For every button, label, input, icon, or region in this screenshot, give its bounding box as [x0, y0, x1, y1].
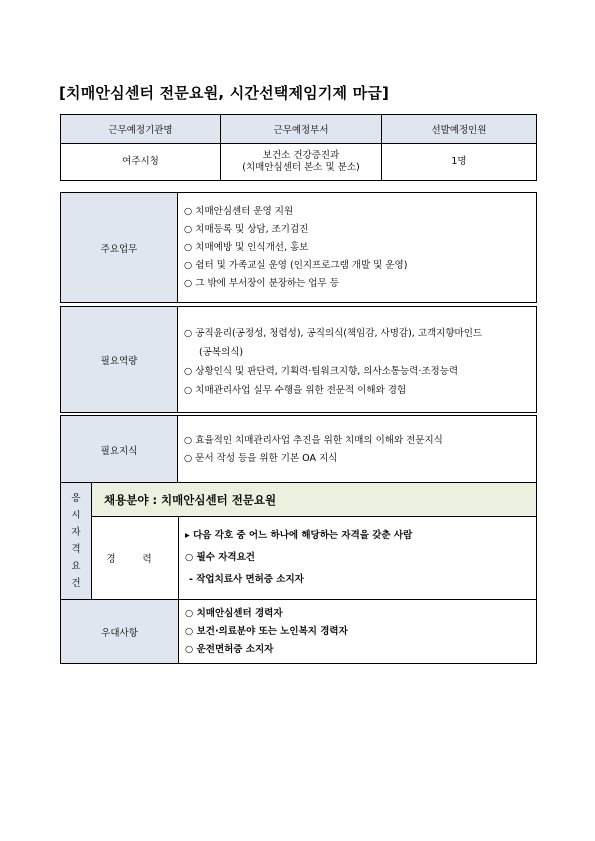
duties-content [178, 193, 537, 303]
side-char: 응 [71, 493, 81, 504]
preference-label: 우대사항 [61, 600, 179, 664]
header-dept: 근무예정부서 [221, 115, 382, 144]
requirements-table [60, 482, 537, 664]
competency-table [60, 306, 537, 413]
knowledge-content [178, 416, 537, 485]
competency-item-continuation: (공복의식) [199, 346, 244, 358]
duty-item: ○ 치매등록 및 상담, 조기검진 [184, 223, 309, 235]
duty-item: ○ 치매안심센터 운영 지원 [184, 205, 294, 217]
dept-cell [221, 144, 382, 181]
duties-label: 주요업무 [61, 193, 178, 303]
count-cell: 1명 [382, 144, 537, 181]
knowledge-label: 필요지식 [61, 416, 178, 485]
knowledge-table [60, 415, 537, 485]
header-count: 선발예정인원 [382, 115, 537, 144]
side-char: 자 [71, 527, 81, 538]
header-agency: 근무예정기관명 [61, 115, 221, 144]
page-title: [치매안심센터 전문요원, 시간선택제임기제 마급] [59, 84, 390, 102]
competency-item: ○ 공직윤리(공정성, 청렴성), 공직의식(책임감, 사명감), 고객지향마인드 [184, 327, 483, 339]
competency-label: 필요역량 [61, 307, 178, 413]
experience-label: 경 력 [92, 517, 179, 600]
competency-item: ○ 상황인식 및 판단력, 기획력·팀워크지향, 의사소통능력·조정능력 [184, 365, 459, 377]
duty-item: ○ 치매예방 및 인식개선, 홍보 [184, 241, 309, 253]
agency-cell: 여주시청 [61, 144, 221, 181]
dept-line-1: 보건소 건강증진과 [262, 150, 340, 161]
experience-item: - 작업치료사 면허증 소지자 [189, 574, 304, 585]
competency-content [178, 307, 537, 413]
requirements-side-label [61, 483, 92, 600]
dept-line-2: (치매안심센터 본소 및 분소) [242, 162, 360, 173]
duty-item: ○ 쉼터 및 가족교실 운영 (인지프로그램 개발 및 운영) [184, 259, 408, 271]
knowledge-item: ○ 효율적인 치매관리사업 추진을 위한 치매의 이해와 전문지식 [184, 435, 443, 446]
experience-item: ▸ 다음 각호 중 어느 하나에 해당하는 자격을 갖춘 사람 [185, 530, 413, 541]
competency-item: ○ 치매관리사업 실무 수행을 위한 전문적 이해와 경험 [184, 384, 407, 396]
knowledge-item: ○ 문서 작성 등을 위한 기본 OA 지식 [184, 453, 338, 464]
duty-item: ○ 그 밖에 부서장이 분장하는 업무 등 [184, 277, 339, 289]
side-char: 시 [71, 510, 81, 521]
side-char: 요 [71, 561, 81, 572]
side-char: 격 [71, 544, 81, 555]
experience-content [179, 517, 537, 600]
preference-content [179, 600, 537, 664]
preference-item: ○ 치매안심센터 경력자 [185, 607, 283, 619]
recruitment-field: 채용분야 : 치매안심센터 전문요원 [92, 483, 537, 517]
preference-item: ○ 보건·의료분야 또는 노인복지 경력자 [185, 625, 348, 637]
experience-item: ○ 필수 자격요건 [185, 552, 255, 563]
preference-item: ○ 운전면허증 소지자 [185, 643, 274, 655]
duties-table [60, 192, 537, 303]
side-char: 건 [71, 578, 81, 589]
position-info-table [60, 114, 537, 181]
